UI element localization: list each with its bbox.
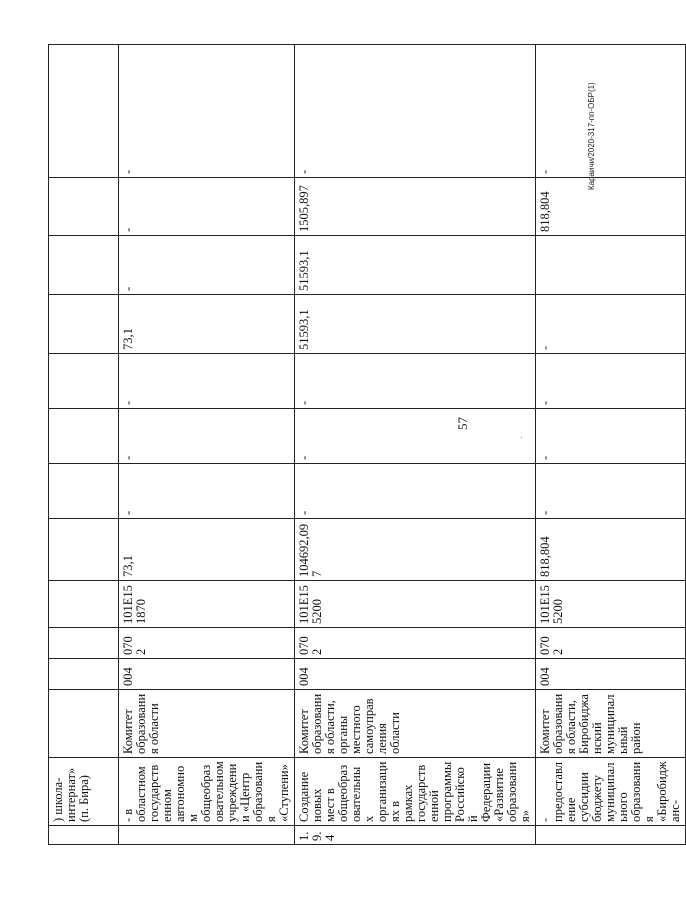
table-cell: - — [295, 464, 536, 519]
table-cell: Комитет образования области — [119, 690, 295, 758]
table-row — [119, 45, 295, 845]
table-cell: Комитет образования области, органы местного самоуправления области — [295, 690, 536, 758]
table-cell — [49, 464, 119, 519]
table-cell: 101E15 1870 — [119, 581, 295, 628]
table-cell: 73,1 — [119, 295, 295, 354]
table-cell — [49, 178, 119, 236]
table-cell: 0702 — [295, 628, 536, 659]
table-cell — [536, 236, 686, 295]
table-cell — [49, 295, 119, 354]
table-cell — [49, 690, 119, 758]
document-stamp: Караичи/2020-317-пп-ОБР(1) — [587, 82, 596, 190]
table-cell: - — [536, 295, 686, 354]
table-cell: - — [536, 45, 686, 178]
table-cell — [49, 519, 119, 581]
budget-table — [48, 44, 686, 845]
table-cell: 818,804 — [536, 178, 686, 236]
page-number: 57 — [455, 417, 470, 430]
table-cell: - — [536, 409, 686, 464]
table-cell: 0702 — [536, 628, 686, 659]
table-cell — [49, 826, 119, 845]
table-cell: - предоставление субсидии бюджету муниципального образования «Биробиджанс- — [536, 758, 686, 826]
table-cell: 51593,1 — [295, 295, 536, 354]
table-cell: - — [295, 409, 536, 464]
table-cell: 101E15 5200 — [295, 581, 536, 628]
table-cell: - в областном государственном автономном общеобразовательном учреждении «Центр образования «Ступени» — [119, 758, 295, 826]
table-cell: 101E15 5200 — [536, 581, 686, 628]
table-cell — [49, 581, 119, 628]
table-cell: 73,1 — [119, 519, 295, 581]
table-cell: 104692,097 — [295, 519, 536, 581]
table-cell: - — [295, 45, 536, 178]
table-cell: 1.9.4 — [295, 826, 536, 845]
table-row — [295, 45, 536, 845]
table-cell — [119, 826, 295, 845]
table-cell: 818,804 — [536, 519, 686, 581]
table-cell: - — [119, 464, 295, 519]
table-cell: ) школа-интернат» (п. Бира) — [49, 758, 119, 826]
table-cell: 0702 — [119, 628, 295, 659]
table-cell — [49, 409, 119, 464]
table-row — [49, 45, 119, 845]
table-cell: 004 — [119, 659, 295, 690]
table-cell — [49, 628, 119, 659]
table-cell — [49, 236, 119, 295]
table-cell: Создание новых мест в общеобразовательных организациях в рамках государственной программы Российской Федерации «Развитие образования» — [295, 758, 536, 826]
table-cell: - — [119, 236, 295, 295]
table-cell: 004 — [536, 659, 686, 690]
table-cell — [49, 659, 119, 690]
table-cell: 1505,897 — [295, 178, 536, 236]
table-cell: 51593,1 — [295, 236, 536, 295]
table-cell: - — [119, 45, 295, 178]
table-cell: - — [536, 354, 686, 409]
table-row — [536, 45, 686, 845]
table-cell: 004 — [295, 659, 536, 690]
table-cell: - — [119, 178, 295, 236]
table-cell: - — [119, 409, 295, 464]
table-cell: Комитет образования области, Биробиджанский муниципальный район — [536, 690, 686, 758]
table-cell: - — [536, 464, 686, 519]
table-cell: - — [295, 354, 536, 409]
table-cell — [536, 826, 686, 845]
table-cell — [49, 45, 119, 178]
table-cell — [49, 354, 119, 409]
table-cell: - — [119, 354, 295, 409]
